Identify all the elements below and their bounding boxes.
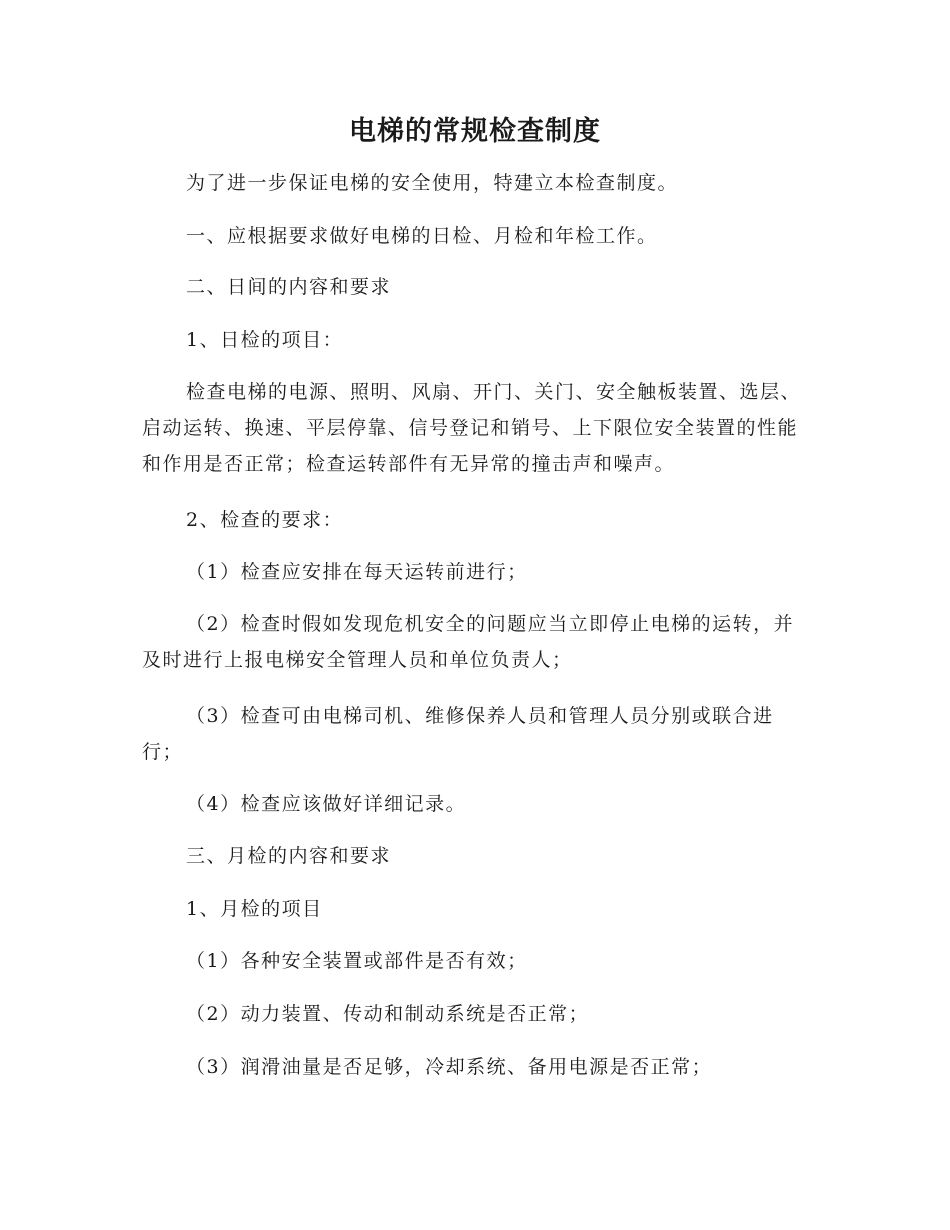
paragraph-daily-items-heading: 1、日检的项目： bbox=[186, 329, 344, 351]
paragraph-requirement-2: （2）检查时假如发现危机安全的问题应当立即停止电梯的运转，并及时进行上报电梯安全管理人员和单位负责人； bbox=[142, 613, 795, 671]
paragraph-requirement-4: （4）检查应该做好详细记录。 bbox=[186, 793, 467, 815]
paragraph-check-requirements-heading: 2、检查的要求： bbox=[186, 509, 344, 531]
document-title: 电梯的常规检查制度 bbox=[349, 116, 601, 147]
paragraph-daily-items: 检查电梯的电源、照明、风扇、开门、关门、安全触板装置、选层、启动运转、换速、平层停靠、信号登记和销号、上下限位安全装置的性能和作用是否正常；检查运转部件有无异常的撞击声和噪声。 bbox=[142, 381, 802, 475]
paragraph-monthly-items-heading: 1、月检的项目 bbox=[186, 898, 323, 920]
paragraph-monthly-item-1: （1）各种安全装置或部件是否有效； bbox=[186, 950, 528, 972]
paragraph-intro: 为了进一步保证电梯的安全使用，特建立本检查制度。 bbox=[186, 172, 679, 194]
paragraph-monthly-item-2: （2）动力装置、传动和制动系统是否正常； bbox=[186, 1003, 590, 1025]
paragraph-requirement-1: （1）检查应安排在每天运转前进行； bbox=[186, 561, 528, 583]
paragraph-section-2-heading: 二、日间的内容和要求 bbox=[186, 276, 392, 298]
paragraph-section-3-heading: 三、月检的内容和要求 bbox=[186, 845, 392, 867]
paragraph-requirement-3: （3）检查可由电梯司机、维修保养人员和管理人员分别或联合进行； bbox=[142, 705, 774, 763]
paragraph-monthly-item-3: （3）润滑油量是否足够，冷却系统、备用电源是否正常； bbox=[186, 1056, 713, 1078]
paragraph-section-1: 一、应根据要求做好电梯的日检、月检和年检工作。 bbox=[186, 225, 658, 247]
